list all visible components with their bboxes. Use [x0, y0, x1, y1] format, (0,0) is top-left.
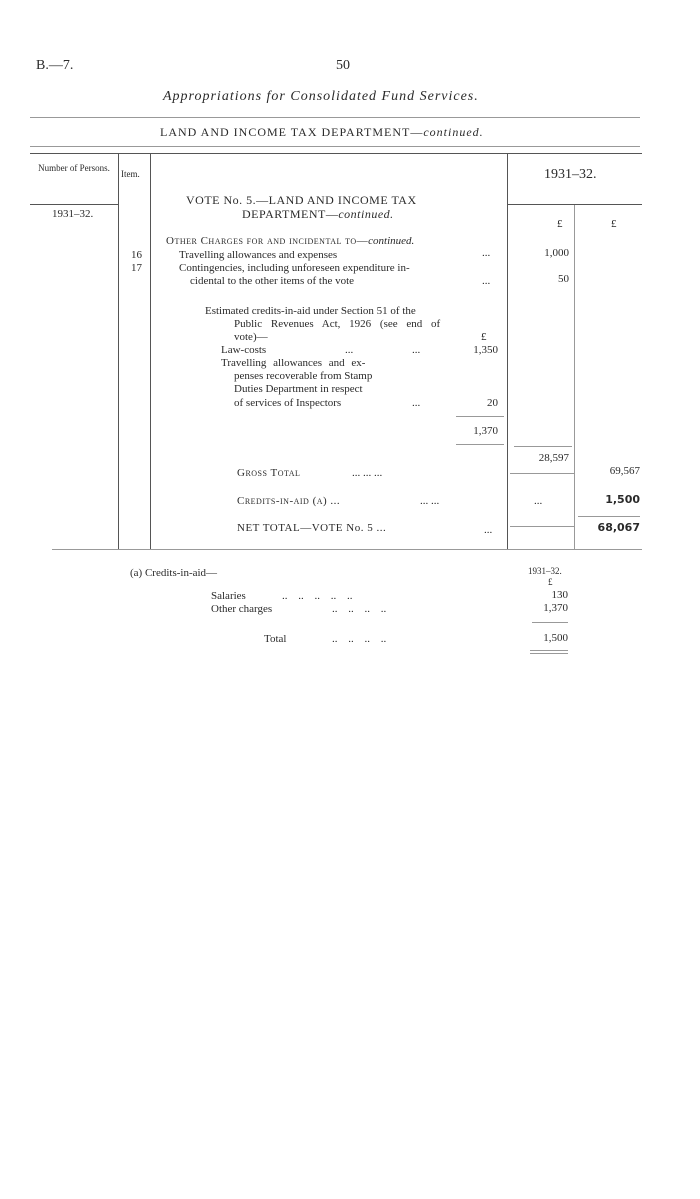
gross-total-rule: [510, 473, 574, 474]
law-costs-label: Law-costs: [221, 344, 267, 356]
year-header: 1931–32.: [544, 167, 597, 182]
travel-recoverable-leader: ...: [412, 397, 421, 409]
column-subtotal-rule: [514, 446, 572, 447]
net-total-rule: [578, 516, 640, 517]
law-costs-amount: 1,350: [473, 344, 498, 356]
footnote-total-double-rule-2: [530, 653, 568, 654]
item-number-17: 17: [131, 262, 142, 274]
item-header: Item.: [121, 169, 140, 179]
document-reference: B.—7.: [36, 58, 74, 73]
credits-pound-sign: £: [481, 331, 487, 343]
footnote-other-charges-label: Other charges: [211, 603, 273, 615]
net-total-label: NET TOTAL—VOTE No. 5 ...: [237, 522, 387, 534]
credits-estimate-line3: vote)—: [234, 331, 268, 343]
page-number: 50: [336, 58, 350, 73]
travel-recoverable-amount: 20: [487, 397, 498, 409]
column-divider-item: [150, 153, 151, 549]
credits-estimate-line1: Estimated credits-in-aid under Section 51 of the: [205, 305, 416, 317]
footnote-salaries-leader: .. .. .. .. ..: [282, 590, 353, 602]
table-bottom-rule: [52, 549, 642, 550]
credits-in-aid-column-dots: ...: [534, 495, 543, 507]
number-of-persons-header: Number of Persons.: [38, 163, 110, 173]
net-total-left-rule: [510, 526, 574, 527]
travel-recoverable-line3: Duties Department in respect: [234, 383, 363, 395]
credits-in-aid-amount: 1,500: [605, 493, 640, 506]
column-divider-description: [507, 153, 508, 549]
vote-title-line1: VOTE No. 5.—LAND AND INCOME TAX: [186, 193, 417, 207]
gross-total-label: Gross Total: [237, 467, 301, 479]
department-rule: [30, 146, 640, 147]
page-title: Appropriations for Consolidated Fund Services.: [163, 89, 479, 104]
footnote-total-double-rule-1: [530, 650, 568, 651]
footnote-other-charges-amount: 1,370: [543, 602, 568, 614]
other-charges-heading: [166, 235, 414, 247]
department-continued: continued.: [423, 125, 484, 139]
other-charges-label: Other Charges for and incidental to—: [166, 235, 369, 247]
persons-header-rule: [30, 204, 118, 205]
footnote-salaries-amount: 130: [551, 589, 568, 601]
table-top-rule: [30, 153, 642, 154]
travel-recoverable-line4: of services of Inspectors: [234, 397, 342, 409]
law-costs-leader-2: ...: [412, 344, 421, 356]
credits-subtotal-rule: [456, 416, 504, 417]
travel-recoverable-line1: Travelling allowances and ex-: [221, 357, 366, 369]
credits-in-aid-leader: ... ...: [420, 495, 440, 507]
header-rule: [30, 117, 640, 118]
credits-subtotal-underline: [456, 444, 504, 445]
net-total-amount: 68,067: [597, 521, 640, 534]
footnote-pound: £: [548, 577, 553, 587]
item-17-description-line1: Contingencies, including unforeseen expenditure in-: [179, 262, 410, 274]
footnote-label: (a) Credits-in-aid—: [130, 567, 218, 579]
credits-estimate-line2: Public Revenues Act, 1926 (see end of: [234, 318, 441, 330]
item-17-leader: ...: [482, 275, 491, 287]
pound-sign-col2: £: [611, 218, 617, 230]
travel-recoverable-line2: penses recoverable from Stamp: [234, 370, 373, 382]
footnote-salaries-label: Salaries: [211, 590, 246, 602]
department-heading: [160, 125, 484, 140]
department-name: LAND AND INCOME TAX DEPARTMENT—: [160, 125, 424, 139]
item-number-16: 16: [131, 249, 142, 261]
item-17-description-line2: cidental to the other items of the vote: [190, 275, 355, 287]
item-16-leader: ...: [482, 247, 491, 259]
other-charges-continued: continued.: [368, 235, 415, 247]
footnote-total-label: Total: [264, 633, 287, 645]
footnote-total-rule: [532, 622, 568, 623]
credits-subtotal: 1,370: [473, 425, 498, 437]
item-16-description: Travelling allowances and expenses: [179, 249, 338, 261]
year-header-rule: [507, 204, 642, 205]
footnote-total-leader: .. .. .. ..: [332, 633, 387, 645]
vote-title-department: DEPARTMENT—: [242, 207, 339, 221]
net-total-leader: ...: [484, 524, 493, 536]
persons-year: 1931–32.: [52, 208, 94, 220]
vote-title-line2: [242, 207, 394, 222]
column-subtotal: 28,597: [538, 452, 569, 464]
column-divider-amounts: [574, 205, 575, 549]
vote-title-continued: continued.: [338, 207, 394, 221]
item-16-amount: 1,000: [544, 247, 569, 259]
credits-in-aid-label: Credits-in-aid (a) ...: [237, 495, 341, 507]
item-17-amount: 50: [558, 273, 569, 285]
pound-sign-col1: £: [557, 218, 563, 230]
footnote-other-charges-leader: .. .. .. ..: [332, 603, 387, 615]
gross-total-leader: ... ... ...: [352, 467, 383, 479]
footnote-total-amount: 1,500: [543, 632, 568, 644]
footnote-year: 1931–32.: [528, 566, 562, 576]
gross-total-amount: 69,567: [609, 465, 640, 477]
column-divider-persons: [118, 153, 119, 549]
law-costs-leader-1: ...: [345, 344, 354, 356]
